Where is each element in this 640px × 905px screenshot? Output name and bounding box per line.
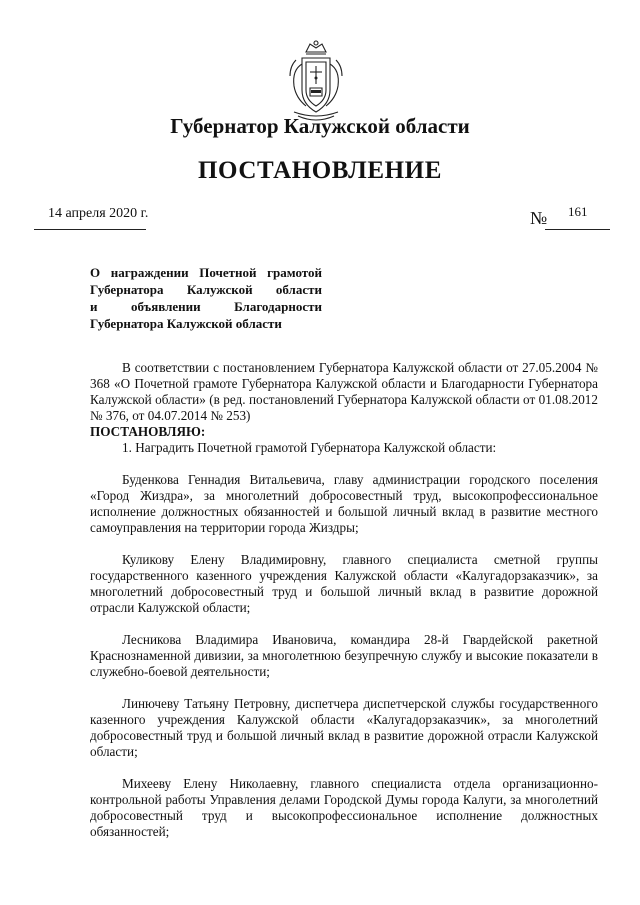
awardee-paragraph: Куликову Елену Владимировну, главного специалиста сметной группы государственного казенного учреждения Калужской области «Калугадорзаказчик», за многолетний добросовестный труд и большой личный вклад в развитие дорожной отрасли Калужской области; <box>90 552 598 615</box>
subject-line: и объявлении Благодарности <box>90 299 322 314</box>
awardee-paragraph: Лесникова Владимира Ивановича, командира 28-й Гвардейской ракетной Краснознаменной дивизии, за многолетнюю безупречную службу и высокие показатели в служебно-боевой деятельности; <box>90 632 598 679</box>
number-underline <box>545 229 610 230</box>
document-subject <box>90 264 322 332</box>
date-underline <box>34 229 146 230</box>
document-type-title: ПОСТАНОВЛЕНИЕ <box>197 157 443 184</box>
document-body <box>90 360 598 840</box>
subject-line: Губернатора Калужской области <box>90 282 322 297</box>
awardee-paragraph: Буденкова Геннадия Витальевича, главу администрации городского поселения «Город Жиздра», за многолетний добросовестный труд, высокопрофессиональное исполнение должностных обязанностей и большой личный вклад в развитие местного самоуправления на территории города Жиздры; <box>90 472 598 535</box>
awardee-paragraph: Линючеву Татьяну Петровну, диспетчера диспетчерской службы государственного казенного учреждения Калужской области «Калугадорзаказчик», за многолетний добросовестный труд и большой личный вклад в развитие дорожной отрасли Калужской области; <box>90 696 598 759</box>
document-number: 161 <box>568 204 588 219</box>
preamble-paragraph: В соответствии с постановлением Губернатора Калужской области от 27.05.2004 № 368 «О Почетной грамоте Губернатора Калужской области и Благодарности Губернатора Калужской области» (в ред. постановлений Губернатора Калужской области от 01.08.2012 № 376, от 04.07.2014 № 253) <box>90 360 598 423</box>
subject-line: О награждении Почетной грамотой <box>90 265 322 280</box>
awardee-paragraph: Михееву Елену Николаевну, главного специалиста отдела организационно-контрольной работы Управления делами Городской Думы города Калуги, за многолетний добросовестный труд и высокопрофессиональное исполнение должностных обязанностей; <box>90 776 598 839</box>
subject-line: Губернатора Калужской области <box>90 316 282 331</box>
document-date: 14 апреля 2020 г. <box>48 206 149 221</box>
item-paragraph: 1. Наградить Почетной грамотой Губернатора Калужской области: <box>122 440 497 455</box>
coat-of-arms-icon <box>284 40 348 122</box>
number-sign: № <box>530 208 548 228</box>
issuing-authority: Губернатор Калужской области <box>170 114 470 138</box>
decree-heading: ПОСТАНОВЛЯЮ: <box>90 424 206 439</box>
